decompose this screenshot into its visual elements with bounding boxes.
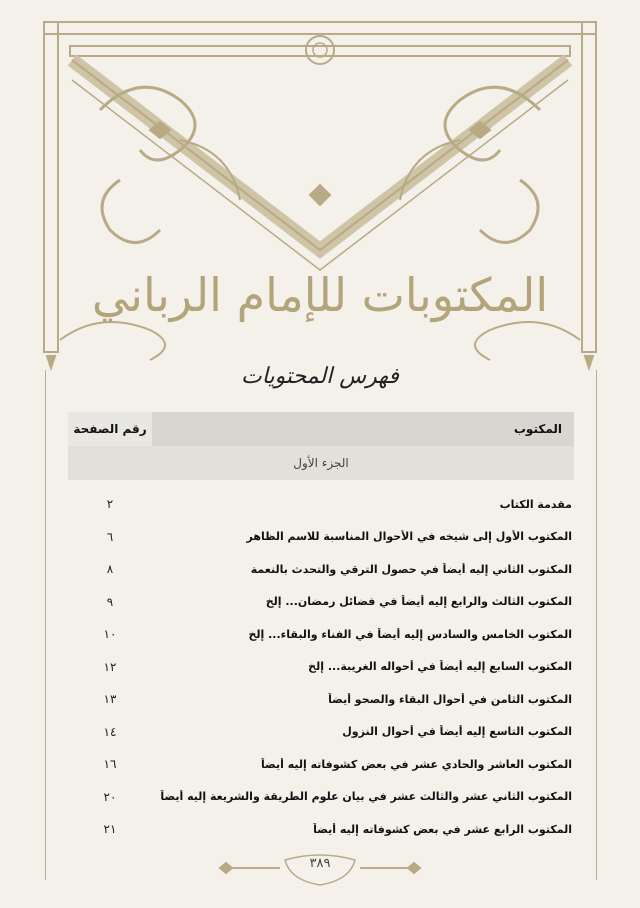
ornamental-header (0, 0, 640, 380)
entry-title: المكتوب الثاني إليه أيضاً في حصول الترقي والتحدث بالنعمة (250, 562, 572, 576)
entry-title: مقدمة الكتاب (499, 497, 572, 511)
table-row (68, 716, 574, 749)
page-number: ٣٨٩ (309, 856, 331, 871)
top-border-band (44, 22, 596, 34)
entry-title: المكتوب السابع إليه أيضاً في أحواله الغريبة... إلخ (308, 660, 572, 674)
part-heading: الجزء الأول (68, 446, 574, 480)
entry-title: المكتوب الثالث والرابع إليه أيضاً في فضائل رمضان... إلخ (265, 595, 572, 609)
entry-title: المكتوب الخامس والسادس إليه أيضاً في الفناء والبقاء... إلخ (248, 627, 572, 641)
section-title: فهرس المحتويات (241, 364, 399, 389)
column-header-page: رقم الصفحة (68, 412, 152, 446)
table-row (68, 748, 574, 781)
entry-title: المكتوب الثامن في أحوال البقاء والصحو أيضاً (328, 692, 572, 706)
entry-title: المكتوب العاشر والحادي عشر في بعض كشوفاته إليه أيضاً (261, 757, 572, 771)
entry-page: ١٢ (103, 659, 117, 674)
entry-page: ٨ (106, 562, 114, 577)
table-row (68, 553, 574, 586)
entry-page: ١٠ (103, 627, 117, 642)
table-row (68, 618, 574, 651)
entry-title: المكتوب الرابع عشر في بعض كشوفاته إليه أيضاً (313, 822, 572, 836)
table-row (68, 651, 574, 684)
table-row (68, 521, 574, 554)
table-header (68, 412, 574, 446)
entry-page: ١٦ (103, 757, 117, 772)
entry-title: المكتوب الأول إلى شيخه في الأحوال المناسبة للاسم الظاهر (246, 530, 572, 544)
table-row (68, 488, 574, 521)
entry-page: ٢٠ (103, 789, 117, 804)
column-header-title: المكتوب (152, 412, 574, 446)
contents-table (68, 412, 574, 846)
entry-page: ٢١ (103, 822, 117, 837)
table-row (68, 586, 574, 619)
entry-page: ٢ (106, 497, 114, 512)
entry-page: ٦ (106, 529, 114, 544)
entry-page: ١٤ (103, 724, 117, 739)
book-title: المكتوبات للإمام الرباني (91, 268, 549, 322)
entry-title: المكتوب التاسع إليه أيضاً في أحوال النزول (342, 725, 572, 739)
entry-page: ١٣ (103, 692, 117, 707)
entry-title: المكتوب الثاني عشر والثالث عشر في بيان علوم الطريقة والشريعة إليه أيضاً (160, 790, 572, 804)
table-row (68, 781, 574, 814)
entry-page: ٩ (106, 594, 114, 609)
table-row (68, 813, 574, 846)
table-row (68, 683, 574, 716)
